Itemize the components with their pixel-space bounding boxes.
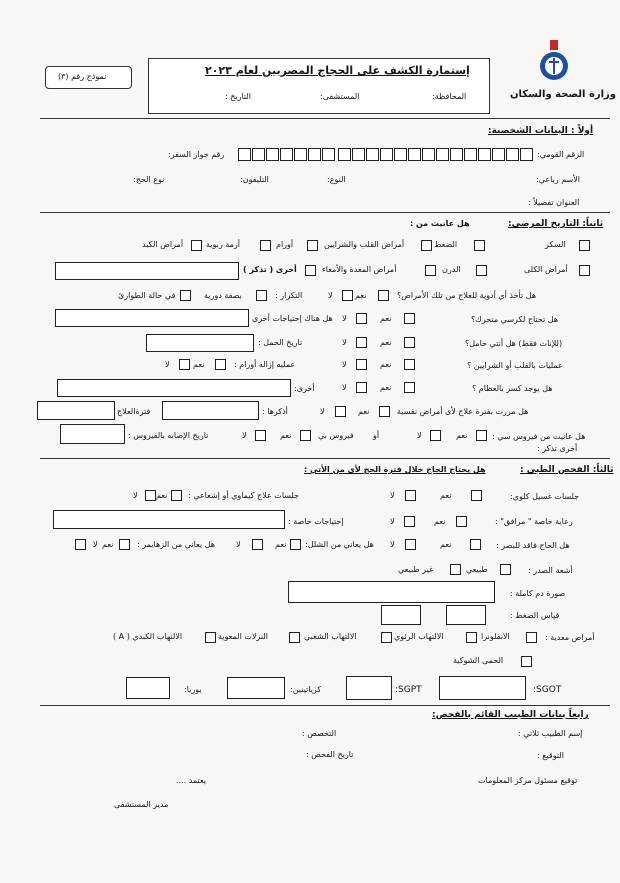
other-needs-question: هل هناك إحتياجات أخرى [252, 314, 333, 323]
form-code: نموذج رقم (٣) [58, 72, 107, 81]
tumor-surgery-no[interactable] [179, 359, 190, 370]
date-label: التاريخ : [225, 92, 252, 101]
special-needs-input[interactable] [53, 510, 285, 529]
form-title: إستمارة الكشف على الحجاج المصريين لعام ٢٠٢٣ [205, 64, 470, 77]
alzheimer-yes-label: نعم [102, 540, 114, 549]
normal-label: طبيعي [466, 565, 488, 574]
emergency-label: في حالة الطوارئ [118, 291, 176, 300]
label-other-specify: أخرى ( تذكر ) [243, 265, 297, 274]
heart-surgery-no-label: لا [342, 360, 347, 369]
section1-divider [40, 212, 610, 213]
psych-mention-input[interactable] [162, 401, 259, 420]
virus-c-no[interactable] [430, 430, 441, 441]
pregnant-yes-label: نعم [380, 338, 392, 347]
cbc-input[interactable] [288, 581, 495, 603]
dialysis-yes[interactable] [471, 490, 482, 501]
label-pneumonia: الالتهاب الرئوي [394, 632, 444, 641]
checkbox-asthma[interactable] [260, 240, 271, 251]
infection-date-input[interactable] [60, 424, 125, 444]
vision-no[interactable] [405, 539, 416, 550]
special-care-no-label: لا [390, 517, 395, 526]
governorate-label: المحافظة: [432, 92, 467, 101]
special-care-question: رعاية خاصة " مرافق" : [495, 517, 573, 526]
checkbox-meningitis[interactable] [521, 656, 532, 667]
abnormal-label: غير طبيعي [398, 565, 434, 574]
chemo-yes-label: نعم [156, 491, 168, 500]
other-needs-input[interactable] [55, 309, 249, 327]
checkbox-pneumonia[interactable] [466, 632, 477, 643]
checkbox-bronchitis[interactable] [381, 632, 392, 643]
frequency-label: التكرار : [275, 291, 303, 300]
virus-b-yes-label: نعم [280, 431, 292, 440]
hajj-type-label: نوع الحج: [133, 175, 165, 184]
ministry-logo [538, 40, 570, 84]
heart-surgery-yes-label: نعم [380, 360, 392, 369]
virus-c-yes-label: نعم [456, 431, 468, 440]
pregnant-no[interactable] [356, 337, 367, 348]
medication-no-label: لا [328, 291, 333, 300]
wheelchair-no-label: لا [342, 314, 347, 323]
pregnancy-date-input[interactable] [146, 334, 254, 352]
paralysis-yes-label: نعم [275, 540, 287, 549]
tumor-surgery-no-label: لا [165, 360, 170, 369]
wheelchair-yes[interactable] [404, 313, 415, 324]
label-tb: الدرن [442, 265, 461, 274]
wheelchair-no[interactable] [356, 313, 367, 324]
header-divider [40, 118, 610, 119]
dialysis-yes-label: نعم [440, 491, 452, 500]
alzheimer-yes[interactable] [119, 539, 130, 550]
chest-xray-abnormal[interactable] [450, 564, 461, 575]
heart-surgery-no[interactable] [356, 359, 367, 370]
section2-title: ثانياً: التاريخ المرضي: [508, 219, 604, 229]
hospital-director-label: مدير المستشفى [114, 800, 169, 809]
suffered-label: هل عانيت من : [410, 219, 470, 228]
other-disease-input[interactable] [55, 262, 239, 280]
heart-surgery-question: عمليات بالقلب أو الشرايين ؟ [467, 361, 563, 370]
sgpt-label: SGPT: [395, 685, 422, 695]
national-id-label: الرقم القومي: [537, 150, 585, 159]
section3-title: ثالثاً: الفحص الطبي : [520, 465, 614, 475]
checkbox-other[interactable] [305, 265, 316, 276]
approved-label: يعتمد .... [176, 776, 207, 785]
checkbox-heart[interactable] [421, 240, 432, 251]
psych-question: هل مررت بفترة علاج لأى أمراض نفسية [397, 407, 529, 416]
virus-b-no[interactable] [255, 430, 266, 441]
medication-yes[interactable] [378, 290, 389, 301]
virus-c-yes[interactable] [476, 430, 487, 441]
bp-label: قياس الضغط : [510, 611, 560, 620]
checkbox-gastroenteritis[interactable] [289, 632, 300, 643]
pregnancy-date-label: تاريخ الحمل : [258, 338, 303, 347]
signature-label: التوقيع : [537, 751, 564, 760]
psych-no-label: لا [320, 407, 325, 416]
psych-mention-label: أذكرها : [262, 407, 288, 416]
label-kidney: أمراض الكلى [524, 265, 568, 274]
fracture-no-label: لا [342, 383, 347, 392]
label-influenza: الانفلونزا [481, 632, 510, 641]
label-heart: أمراض القلب والشرايين [324, 240, 405, 249]
vision-question: هل الحاج فاقد للبصر : [496, 541, 570, 550]
virus-c-question: هل عانيت من فيروس سي : [492, 432, 586, 441]
tumor-surgery-question: عمليه إزاله أورام : [234, 360, 296, 369]
treatment-period-input[interactable] [37, 401, 115, 420]
label-hypertension: الضغط [434, 240, 458, 249]
frequency-regular[interactable] [256, 290, 267, 301]
label-hepatitis-a: الالتهاب الكبدي ( A ) [113, 632, 183, 641]
address-label: العنوان تفصيلاً : [528, 198, 580, 207]
exam-date-label: تاريخ الفحص : [306, 750, 354, 759]
section2-divider [40, 458, 610, 459]
info-center-label: توقيع مسئول مركز المعلومات [478, 776, 578, 785]
treatment-period-label: فترةالعلاج [117, 407, 151, 416]
checkbox-influenza[interactable] [526, 632, 537, 643]
wheelchair-yes-label: نعم [380, 314, 392, 323]
section1-title: أولاً : البيانات الشخصية: [488, 126, 594, 136]
checkbox-hypertension[interactable] [474, 240, 485, 251]
chemo-no-label: لا [133, 491, 138, 500]
virus-b-yes[interactable] [300, 430, 311, 441]
paralysis-no-label: لا [236, 540, 241, 549]
chemo-no[interactable] [145, 490, 156, 501]
chemo-question: جلسات علاج كيماوي أو إشعاعي : [188, 491, 299, 500]
regular-label: بصفة دورية [204, 291, 242, 300]
ministry-name: وزارة الصحة والسكان [510, 89, 617, 100]
medication-no[interactable] [342, 290, 353, 301]
dialysis-no-label: لا [390, 491, 395, 500]
alzheimer-no-label: لا [93, 540, 98, 549]
infection-date-label: تاريخ الإصابه بالفيروس : [128, 431, 209, 440]
phone-label: التليفون: [240, 175, 269, 184]
pregnant-yes[interactable] [404, 337, 415, 348]
checkbox-diabetes[interactable] [579, 240, 590, 251]
bp-systolic-input[interactable] [446, 605, 486, 625]
checkbox-tb[interactable] [476, 265, 487, 276]
paralysis-no[interactable] [252, 539, 263, 550]
section4-title: رابعاً بيانات الطبيب القائم بالفحص: [432, 710, 589, 720]
checkbox-gi[interactable] [425, 265, 436, 276]
urea-input[interactable] [126, 677, 170, 699]
label-asthma: أزمة ربوية [206, 240, 240, 249]
doctor-name-label: إسم الطبيب ثلاثي : [518, 729, 583, 738]
vision-no-label: لا [390, 540, 395, 549]
psych-yes[interactable] [379, 406, 390, 417]
or-label: أو [373, 431, 380, 440]
creatinine-label: كرياتينين: [290, 685, 322, 694]
fracture-no[interactable] [356, 382, 367, 393]
special-care-yes[interactable] [456, 516, 467, 527]
sgot-label: SGOT: [533, 685, 562, 695]
section3-subtitle: هل يحتاج الحاج خلال فترة الحج لأى من الأتي : [304, 465, 486, 474]
sgot-input[interactable] [439, 676, 526, 700]
dialysis-no[interactable] [405, 490, 416, 501]
passport-label: رقم جواز السفر: [168, 150, 225, 159]
label-meningitis: الحمى الشوكية [453, 656, 504, 665]
medication-yes-label: نعم [355, 291, 367, 300]
vision-yes[interactable] [470, 539, 481, 550]
virus-c-no-label: لا [417, 431, 422, 440]
section3-divider [40, 705, 610, 706]
other-surgery-input[interactable] [57, 379, 291, 397]
wheelchair-question: هل تحتاج لكرسي متحرك؟ [471, 315, 559, 324]
virus-b-no-label: لا [242, 431, 247, 440]
urea-label: يوريا: [184, 685, 202, 694]
fracture-yes-label: نعم [380, 383, 392, 392]
label-bronchitis: الالتهاب الشعبي [304, 632, 357, 641]
vision-yes-label: نعم [440, 540, 452, 549]
hospital-label: المستشفى: [320, 92, 360, 101]
pregnant-question: (للإناث فقط) هل أنتي حامل؟ [465, 339, 563, 348]
full-name-label: الأسم رباعي: [536, 175, 581, 184]
heart-surgery-yes[interactable] [404, 359, 415, 370]
label-tumors: أورام [276, 240, 294, 249]
psych-no[interactable] [335, 406, 346, 417]
virus-b-label: فيروس بي [318, 431, 354, 440]
checkbox-liver[interactable] [191, 240, 202, 251]
frequency-emergency[interactable] [180, 290, 191, 301]
label-liver: أمراض الكبد [142, 240, 184, 249]
tumor-surgery-yes-label: نعم [193, 360, 205, 369]
fracture-question: هل يوجد كسر بالعظام ؟ [472, 384, 553, 393]
checkbox-hepatitis-a[interactable] [205, 632, 216, 643]
chemo-yes[interactable] [171, 490, 182, 501]
medication-question: هل تأخذ أي أدوية للعلاج من تلك الأمراض؟ [397, 291, 537, 300]
label-gi: أمراض المعدة والأمعاء [322, 265, 397, 274]
checkbox-kidney[interactable] [579, 265, 590, 276]
paralysis-yes[interactable] [290, 539, 301, 550]
checkbox-tumors[interactable] [307, 240, 318, 251]
sgpt-input[interactable] [346, 676, 392, 700]
special-care-yes-label: نعم [434, 517, 446, 526]
psych-yes-label: نعم [358, 407, 370, 416]
special-care-no[interactable] [404, 516, 415, 527]
other-surgery-label: أخرى: [294, 384, 315, 393]
dialysis-question: جلسات غسيل كلوي: [510, 492, 580, 501]
tumor-surgery-yes[interactable] [215, 359, 226, 370]
alzheimer-question: هل يعاني من الزهايمر : [137, 540, 215, 549]
label-gastroenteritis: النزلات المعوية [218, 632, 268, 641]
fracture-yes[interactable] [404, 382, 415, 393]
gender-label: النوع: [327, 175, 346, 184]
specialty-label: التخصص : [302, 729, 337, 738]
bp-diastolic-input[interactable] [381, 605, 421, 625]
chest-xray-normal[interactable] [500, 564, 511, 575]
cbc-label: صورة دم كاملة : [510, 589, 566, 598]
alzheimer-no[interactable] [75, 539, 86, 550]
creatinine-input[interactable] [227, 677, 285, 699]
special-needs-label: إحتياجات خاصة : [288, 517, 344, 526]
pregnant-no-label: لا [342, 338, 347, 347]
paralysis-question: هل يعاني من الشلل: [305, 540, 374, 549]
other-mention-label: أخرى تذكر : [537, 444, 578, 453]
label-diabetes: السكر [545, 240, 566, 249]
chest-xray-label: أشعة الصدر : [528, 566, 573, 575]
infectious-label: أمراض معدية : [545, 633, 595, 642]
